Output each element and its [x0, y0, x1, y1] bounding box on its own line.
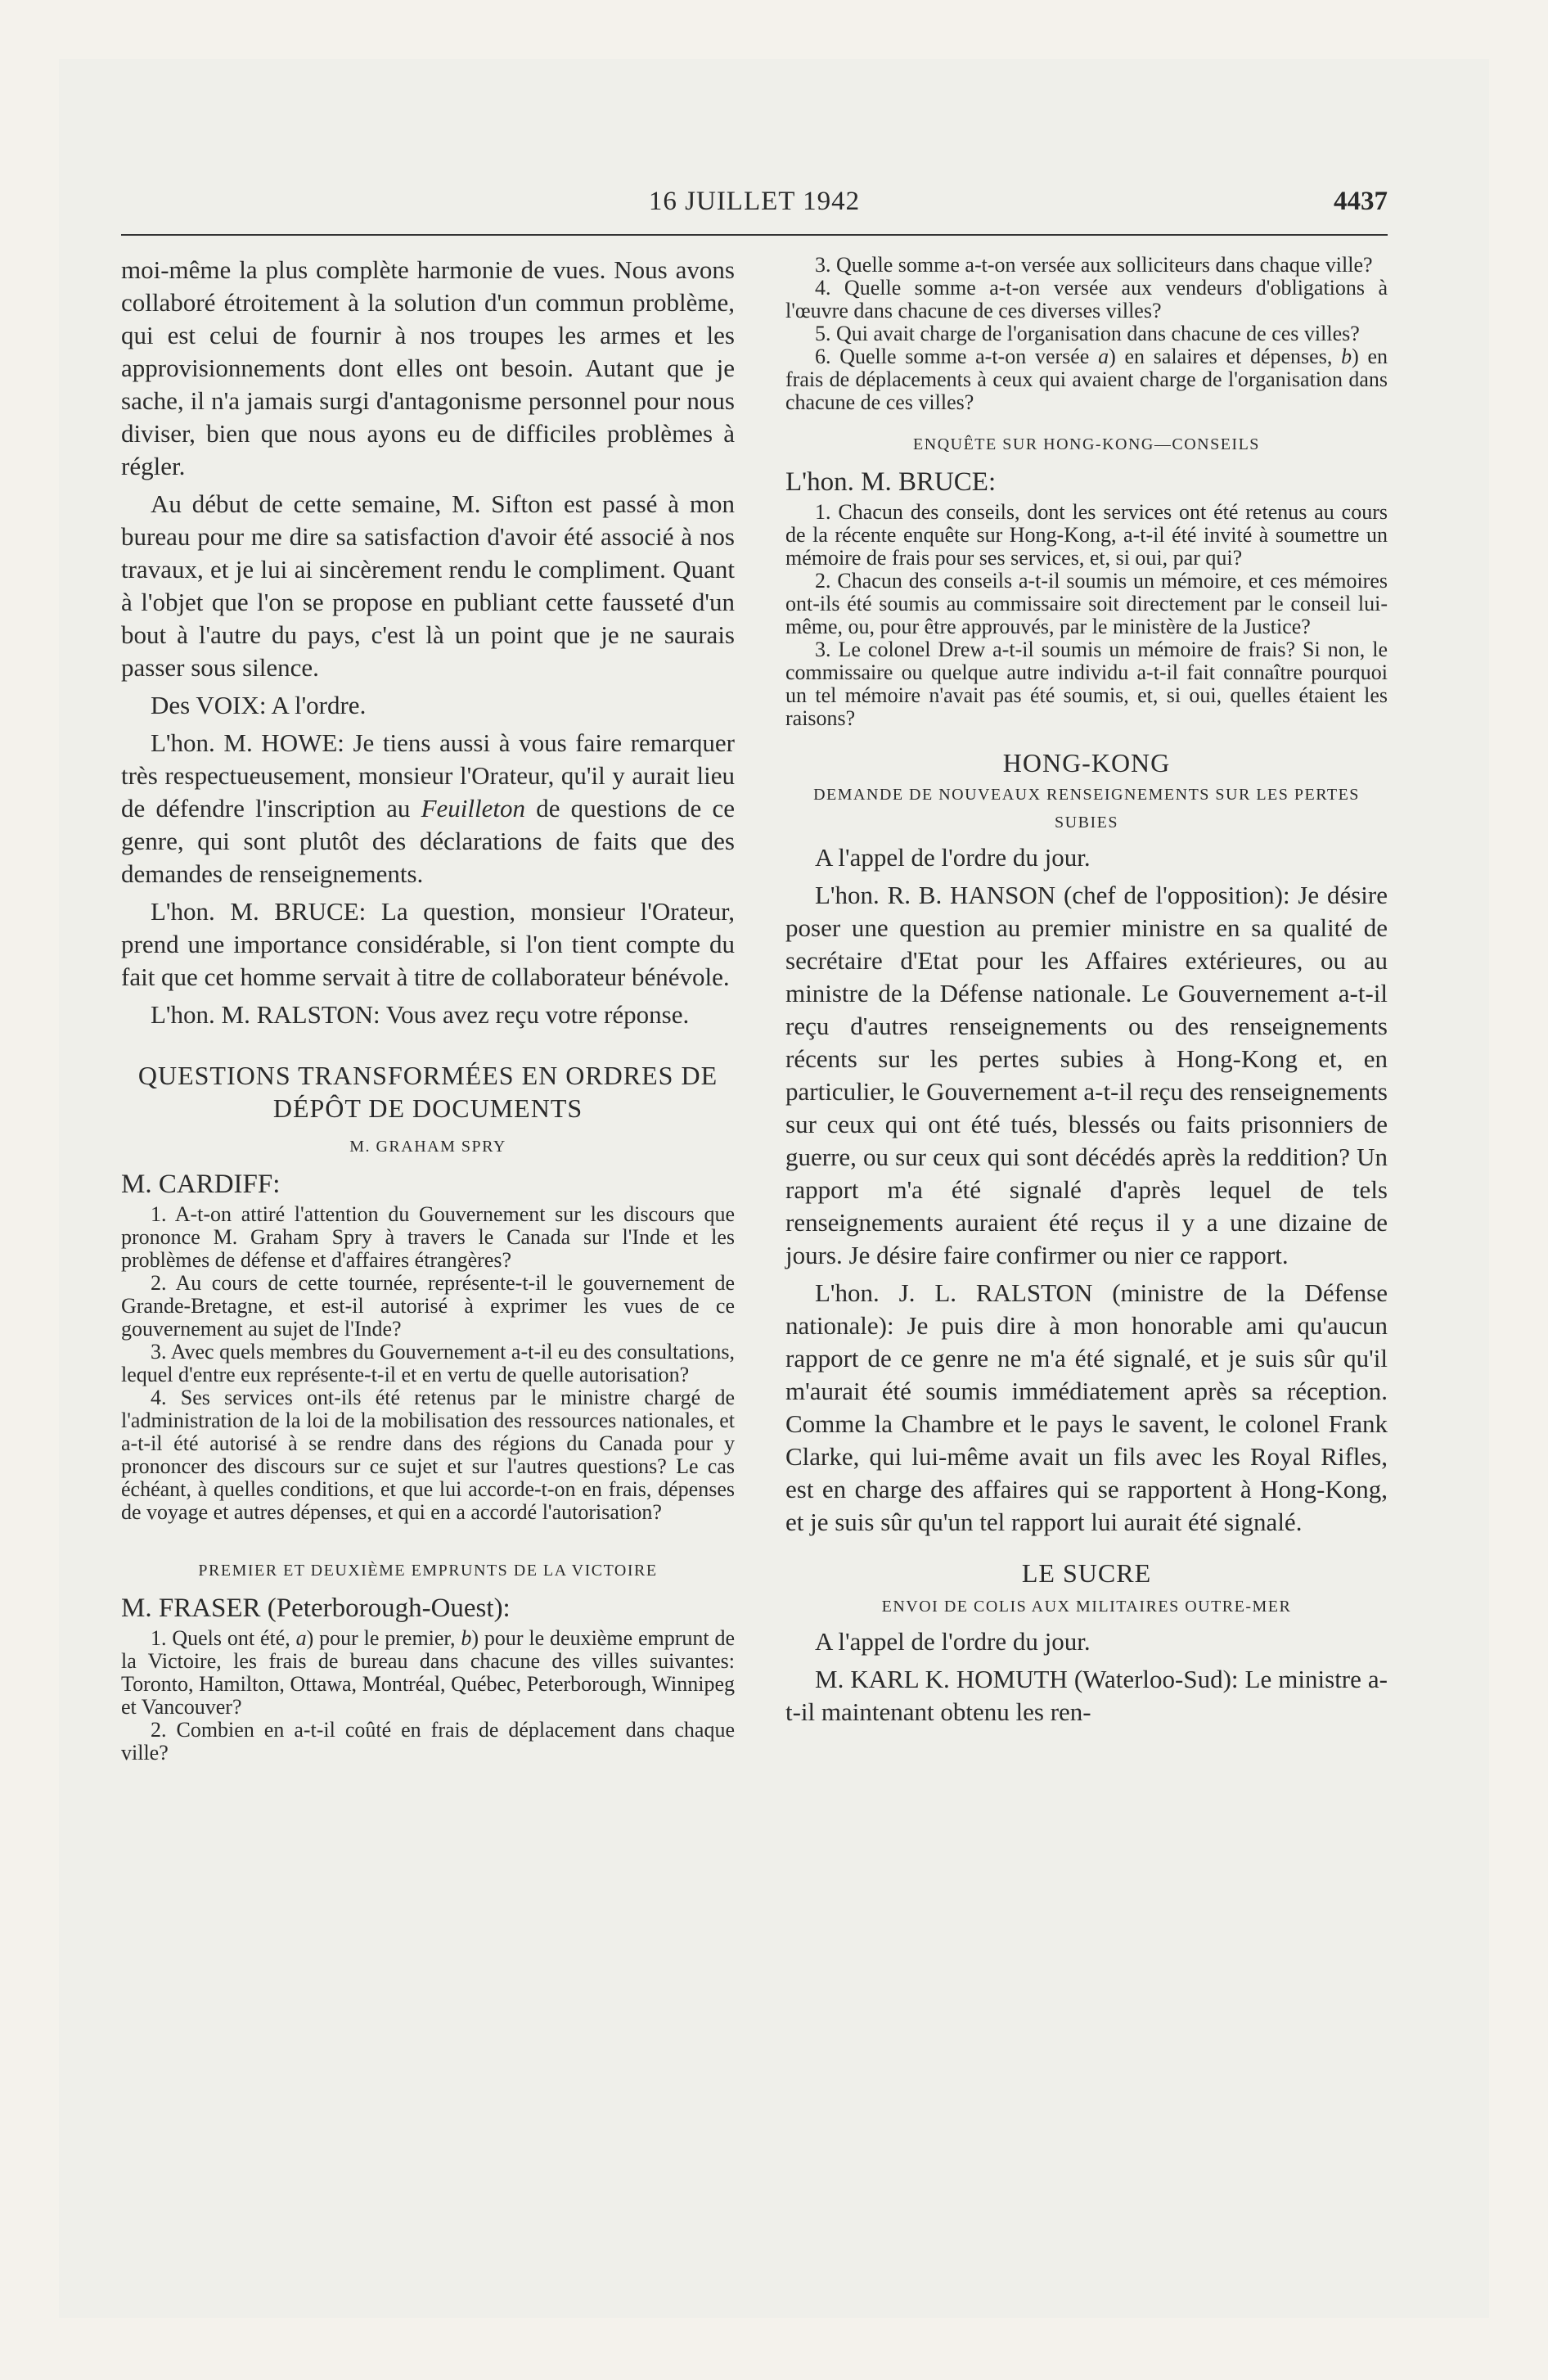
question: 2. Combien en a-t-il coûté en frais de déplacement dans chaque ville? [121, 1718, 735, 1765]
italic-run: b [1341, 345, 1352, 368]
text-run: ) en frais de déplacements à ceux qui avaient charge de l'organisation dans chacune de ces villes? [785, 345, 1388, 414]
question: 2. Chacun des conseils a-t-il soumis un mémoire, et ces mémoires ont-ils été soumis au commissaire soit directement par le conseil lui-même, ou, pour être approuvés, par le ministère de la Justice? [785, 569, 1388, 638]
subsection-heading: ENQUÊTE SUR HONG-KONG—CONSEILS [913, 435, 1260, 453]
question: 1. Chacun des conseils, dont les services ont été retenus au cours de la récente enquête sur Hong-Kong, a-t-il été invité à soumettre un mémoire de frais pour ses services, et, si oui, par qui? [785, 500, 1388, 570]
header-rule [121, 234, 1388, 236]
speaker-line: L'hon. M. BRUCE: [785, 467, 997, 497]
paragraph: Au début de cette semaine, M. Sifton est passé à mon bureau pour me dire sa satisfaction d'avoir été associé à nos travaux, et je lui ai sincèrement rendu le compliment. Quant à l'objet que l'on se propose en publiant cette fausseté d'un bout à l'autre du pays, c'est là un point que je ne saurais passer sous silence. [121, 489, 735, 682]
question: 2. Au cours de cette tournée, représente-t-il le gouvernement de Grande-Bretagne, et est-il autorisé à exprimer les vues de ce gouvernement au sujet de l'Inde? [121, 1271, 735, 1341]
text-run: ) pour le premier, [306, 1626, 461, 1650]
subsection-heading: PREMIER ET DEUXIÈME EMPRUNTS DE LA VICTOIRE [198, 1562, 658, 1580]
question: 4. Quelle somme a-t-on versée aux vendeurs d'obligations à l'œuvre dans chacune de ces diverses villes? [785, 276, 1388, 322]
paragraph: L'hon. M. RALSTON: Vous avez reçu votre réponse. [151, 1000, 690, 1029]
header-date: 16 JUILLET 1942 [648, 187, 861, 216]
italic-run: a [295, 1626, 307, 1650]
section-heading: LE SUCRE [1021, 1558, 1152, 1588]
paragraph: L'hon. M. BRUCE: La question, monsieur l'Orateur, prend une importance considérable, si l'on tient compte du fait que cet homme servait à titre de collaborateur bénévole. [121, 897, 735, 991]
italic-run: b [461, 1626, 472, 1650]
page-number: 4437 [1334, 187, 1388, 216]
paragraph: moi-même la plus complète harmonie de vues. Nous avons collaboré étroitement à la solution d'un commun problème, qui est celui de fournir à nos troupes les armes et les approvisionnements dont elles ont besoin. Autant que je sache, il n'a jamais surgi d'antagonisme personnel pour nous diviser, bien que nous ayons eu de difficiles problèmes à régler. [121, 255, 735, 480]
subsection-heading: ENVOI DE COLIS AUX MILITAIRES OUTRE-MER [881, 1598, 1292, 1616]
text-run: de questions de ce genre, qui sont plutôt des déclarations de faits que des demandes de renseignements. [121, 794, 735, 888]
right-column [785, 254, 1388, 1729]
question: 1. A-t-on attiré l'attention du Gouvernement sur les discours que prononce M. Graham Spry à travers le Canada sur l'Inde et les problèmes de défense et d'affaires étrangères? [121, 1202, 735, 1272]
italic-run: Feuilleton [421, 794, 525, 823]
speaker-line: M. FRASER (Peterborough-Ouest): [121, 1593, 511, 1623]
question: 4. Ses services ont-ils été retenus par le ministre chargé de l'administration de la loi de la mobilisation des ressources nationales, et a-t-il été autorisé à se rendre dans des régions du Canada pour y prononcer des discours sur ce sujet et sur l'autres questions? Le cas échéant, à quelles conditions, et que lui accorde-t-on en frais, dépenses de voyage et autres dépenses, et qui en a accordé l'autorisation? [121, 1386, 735, 1524]
question [121, 1627, 735, 1719]
paragraph: Des VOIX: A l'ordre. [151, 691, 367, 719]
paragraph: M. KARL K. HOMUTH (Waterloo-Sud): Le ministre a-t-il maintenant obtenu les ren- [785, 1665, 1388, 1726]
paragraph [121, 727, 735, 890]
question: 3. Le colonel Drew a-t-il soumis un mémoire de frais? Si non, le commissaire ou quelque autre individu a-t-il fait connaître pourquoi un tel mémoire n'avait pas été soumis, et, si oui, quelles étaient les raisons? [785, 638, 1388, 730]
question: 3. Avec quels membres du Gouvernement a-t-il eu des consultations, lequel d'entre eux représente-t-il et en vertu de quelle autorisation? [121, 1340, 735, 1386]
text-run: 6. Quelle somme a-t-on versée [815, 345, 1099, 368]
question: 5. Qui avait charge de l'organisation dans chacune de ces villes? [815, 322, 1360, 345]
text-run: ) en salaires et dépenses, [1109, 345, 1342, 368]
section-heading: QUESTIONS TRANSFORMÉES EN ORDRES DE DÉPÔT DE DOCUMENTS [137, 1061, 718, 1123]
question [785, 345, 1388, 414]
subsection-heading: M. GRAHAM SPRY [349, 1138, 506, 1156]
paragraph: A l'appel de l'ordre du jour. [815, 843, 1091, 872]
left-column [121, 254, 735, 1765]
text-run: L'hon. M. HOWE: Je tiens aussi à vous faire remarquer très respectueusement, monsieur l'Orateur, qu'il y aurait lieu de défendre l'inscription au [121, 728, 735, 823]
paragraph: L'hon. R. B. HANSON (chef de l'opposition): Je désire poser une question au premier ministre en sa qualité de secrétaire d'Etat pour les Affaires extérieures, ou au ministre de la Défense nationale. Le Gouvernement a-t-il reçu d'autres renseignements ou des renseignements récents sur les pertes subies à Hong-Kong et, en particulier, le Gouvernement a-t-il reçu des renseignements sur ceux qui ont été tués, blessés ou faits prisonniers de guerre, ou sur ceux qui sont décédés après la reddition? Un rapport m'a été signalé d'après lequel de tels renseignements auraient été reçus il y a une dizaine de jours. Je désire faire confirmer ou nier ce rapport. [785, 881, 1388, 1269]
italic-run: a [1098, 345, 1109, 368]
question: 3. Quelle somme a-t-on versée aux solliciteurs dans chaque ville? [815, 253, 1373, 277]
page-header [121, 187, 1388, 219]
section-heading: HONG-KONG [1002, 748, 1171, 778]
paragraph: L'hon. J. L. RALSTON (ministre de la Défense nationale): Je puis dire à mon honorable ami qu'aucun rapport de ce genre ne m'a été signalé, et je suis sûr qu'il m'aurait été soumis immédiatement après sa réception. Comme la Chambre et le pays le savent, le colonel Frank Clarke, qui lui-même avait un fils avec les Royal Rifles, est en charge des affaires qui se rapportent à Hong-Kong, et je suis sûr qu'un tel rapport lui aurait été signalé. [785, 1278, 1388, 1536]
speaker-line: M. CARDIFF: [121, 1170, 281, 1199]
subsection-heading: DEMANDE DE NOUVEAUX RENSEIGNEMENTS SUR LES PERTES SUBIES [813, 786, 1360, 832]
paragraph: A l'appel de l'ordre du jour. [815, 1627, 1091, 1656]
text-run: ) pour le deuxième emprunt de la Victoire, les frais de bureau dans chacune des villes suivantes: Toronto, Hamilton, Ottawa, Montréal, Québec, Peterborough, Winnipeg et Vancouver? [121, 1626, 736, 1719]
text-run: 1. Quels ont été, [151, 1626, 296, 1650]
